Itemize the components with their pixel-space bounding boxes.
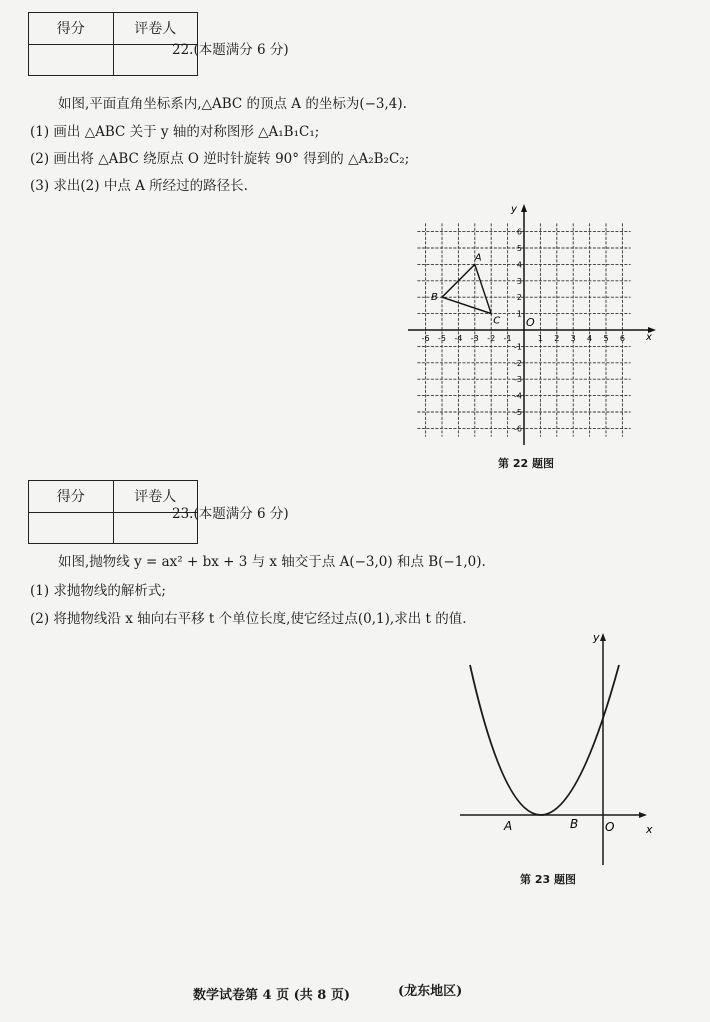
q22-part-1: (1) 画出 △ABC 关于 y 轴的对称图形 △A₁B₁C₁;	[30, 124, 320, 140]
point-b-label: B	[570, 817, 579, 831]
y-tick-label: 4	[516, 260, 522, 270]
triangle-outline	[442, 264, 491, 313]
q23-intro: 如图,抛物线 y = ax² + bx + 3 与 x 轴交于点 A(−3,0) 和点 B(−1,0).	[58, 554, 486, 570]
score-header: 得分	[29, 481, 114, 513]
x-tick-label: -6	[421, 334, 430, 343]
score-header: 得分	[29, 13, 114, 45]
y-axis-arrow	[521, 204, 527, 212]
x-tick-label: 4	[587, 334, 593, 343]
origin-label: O	[526, 316, 535, 329]
score-cell[interactable]	[29, 512, 114, 544]
vertex-label: A	[474, 252, 482, 264]
x-tick-label: 3	[570, 334, 576, 343]
y-tick-label: -4	[514, 391, 522, 401]
y-tick-label: -6	[514, 424, 522, 434]
q23-heading: 23.(本题满分 6 分)	[172, 506, 289, 522]
x-axis-label: x	[646, 332, 652, 343]
vertex-label: B	[431, 292, 438, 304]
x-tick-label: 1	[537, 334, 543, 343]
q23-parabola-figure	[455, 625, 655, 875]
footer-page-info: 数学试卷第 4 页 (共 8 页)	[193, 988, 351, 1003]
y-axis-arrow	[600, 633, 606, 641]
y-tick-label: 1	[516, 309, 522, 319]
y-tick-label: -2	[514, 358, 522, 368]
q22-coordinate-figure	[400, 200, 670, 450]
footer-region: (龙东地区)	[398, 984, 463, 999]
q22-caption: 第 22 题图	[498, 457, 554, 470]
y-tick-label: -3	[514, 375, 522, 385]
x-axis-arrow	[639, 812, 647, 818]
parabola-curve	[470, 665, 619, 815]
origin-label: O	[605, 820, 615, 834]
point-a-label: A	[504, 819, 513, 833]
x-tick-label: -5	[438, 334, 446, 343]
y-tick-label: -1	[514, 342, 522, 352]
q23-part-2: (2) 将抛物线沿 x 轴向右平移 t 个单位长度,使它经过点(0,1),求出 t 的值.	[30, 611, 467, 627]
x-tick-label: -2	[487, 334, 496, 343]
x-tick-label: -1	[503, 334, 512, 343]
y-tick-label: 3	[516, 276, 522, 286]
x-tick-label: -4	[454, 334, 463, 343]
score-cell[interactable]	[29, 44, 114, 76]
q22-intro: 如图,平面直角坐标系内,△ABC 的顶点 A 的坐标为(−3,4).	[58, 96, 407, 112]
x-tick-label: 6	[619, 334, 625, 343]
x-tick-label: 5	[603, 334, 609, 343]
y-axis-label: y	[511, 204, 517, 215]
grader-header: 评卷人	[113, 13, 198, 45]
x-axis-label: x	[646, 823, 653, 836]
vertex-label: C	[493, 315, 501, 327]
triangle-abc	[431, 252, 500, 326]
x-tick-label: -3	[470, 334, 479, 343]
y-tick-label: -5	[514, 408, 522, 417]
y-tick-label: 2	[516, 293, 522, 303]
x-tick-label: 2	[554, 334, 560, 343]
q22-part-3: (3) 求出(2) 中点 A 所经过的路径长.	[30, 178, 248, 194]
y-axis-label: y	[593, 631, 600, 644]
q23-part-1: (1) 求抛物线的解析式;	[30, 583, 166, 599]
grader-header: 评卷人	[113, 481, 198, 513]
y-tick-label: 6	[516, 227, 522, 237]
q22-heading: 22.(本题满分 6 分)	[172, 42, 289, 58]
q22-part-2: (2) 画出将 △ABC 绕原点 O 逆时针旋转 90° 得到的 △A₂B₂C₂;	[30, 151, 410, 167]
q23-caption: 第 23 题图	[520, 873, 576, 886]
y-tick-label: 5	[516, 244, 522, 253]
